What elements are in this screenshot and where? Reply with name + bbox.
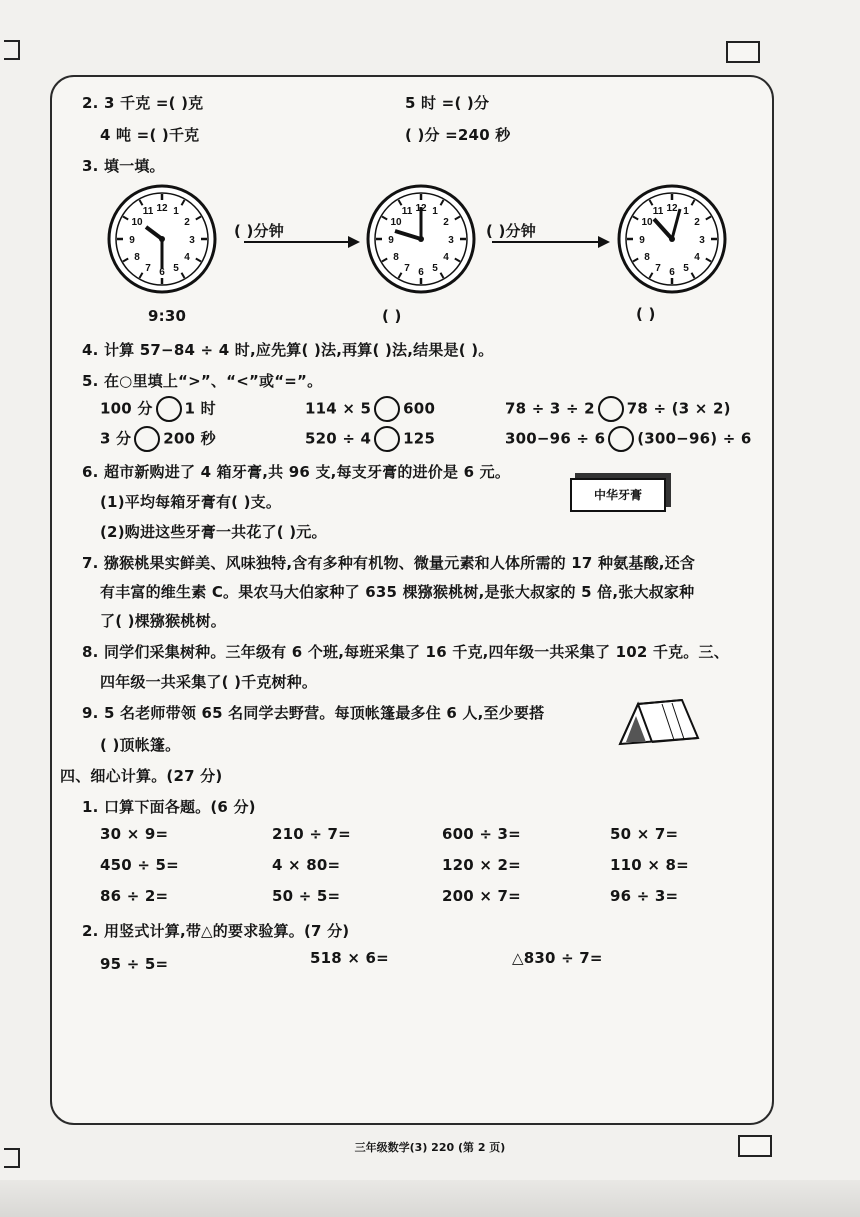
vertical-calc-item: 518 × 6=	[310, 949, 389, 967]
compare-circle[interactable]	[608, 426, 634, 452]
q3-time-1: 9:30	[148, 307, 187, 325]
svg-text:2: 2	[184, 217, 190, 228]
q5-item-2: 114 × 5 600	[305, 396, 435, 422]
q2-item-c: 4 吨 =( )千克	[100, 126, 200, 144]
q6-sub-2: (2)购进这些牙膏一共花了( )元。	[100, 523, 327, 541]
q8-line-1: 8. 同学们采集树种。三年级有 6 个班,每班采集了 16 千克,四年级一共采集了 102 千克。三、	[82, 643, 729, 661]
q7-line-1: 7. 猕猴桃果实鲜美、风味独特,含有多种有机物、微量元素和人体所需的 17 种氨基酸,还含	[82, 554, 696, 572]
binding-mark-top	[4, 40, 20, 60]
q9-line-2: ( )顶帐篷。	[100, 736, 181, 754]
svg-text:8: 8	[134, 252, 140, 263]
q3-title: 3. 填一填。	[82, 157, 165, 175]
vertical-calc-item: 95 ÷ 5=	[100, 955, 169, 973]
q2-item-b: 5 时 =( )分	[405, 94, 490, 112]
q3-time-3: ( )	[636, 305, 656, 323]
clock-icon-2	[365, 183, 477, 295]
oral-calc-item: 50 ÷ 5=	[272, 887, 341, 905]
q4-text: 4. 计算 57−84 ÷ 4 时,应先算( )法,再算( )法,结果是( )。	[82, 341, 494, 359]
clock-icon-3	[616, 183, 728, 295]
q3-gap-2: ( )分钟	[486, 222, 536, 240]
vertical-calc-item: △830 ÷ 7=	[512, 949, 603, 967]
oral-calc-item: 600 ÷ 3=	[442, 825, 521, 843]
oral-calc-item: 110 × 8=	[610, 856, 689, 874]
oral-calc-item: 450 ÷ 5=	[100, 856, 179, 874]
scanner-edge	[0, 1180, 860, 1217]
page-footer: 三年级数学(3) 220 (第 2 页)	[354, 1141, 506, 1154]
q9-line-1: 9. 5 名老师带领 65 名同学去野营。每顶帐篷最多住 6 人,至少要搭	[82, 704, 545, 722]
toothpaste-box-icon: 中华牙膏	[570, 478, 666, 512]
oral-calc-item: 86 ÷ 2=	[100, 887, 169, 905]
oral-calc-item: 210 ÷ 7=	[272, 825, 351, 843]
q5-item-6: 300−96 ÷ 6 (300−96) ÷ 6	[505, 426, 752, 452]
q5-item-1: 100 分 1 时	[100, 396, 216, 422]
compare-circle[interactable]	[134, 426, 160, 452]
svg-text:12: 12	[156, 203, 168, 214]
oral-calc-item: 200 × 7=	[442, 887, 521, 905]
svg-text:6: 6	[159, 267, 165, 278]
svg-text:3: 3	[189, 235, 195, 246]
q5-item-5: 520 ÷ 4 125	[305, 426, 435, 452]
oral-calc-item: 120 × 2=	[442, 856, 521, 874]
corner-box-top	[726, 41, 760, 63]
tent-icon	[612, 694, 704, 752]
compare-circle[interactable]	[156, 396, 182, 422]
clock-icon-1	[106, 183, 218, 295]
q3-gap-1: ( )分钟	[234, 222, 284, 240]
svg-text:4: 4	[184, 252, 190, 263]
q5-item-3: 78 ÷ 3 ÷ 2 78 ÷ (3 × 2)	[505, 396, 731, 422]
oral-calc-item: 50 × 7=	[610, 825, 679, 843]
svg-text:7: 7	[145, 263, 151, 274]
q2-item-d: ( )分 =240 秒	[405, 126, 511, 144]
arrow-2-head	[598, 236, 610, 248]
q8-line-2: 四年级一共采集了( )千克树种。	[100, 673, 318, 691]
svg-text:10: 10	[131, 217, 143, 228]
q6-text: 6. 超市新购进了 4 箱牙膏,共 96 支,每支牙膏的进价是 6 元。	[82, 463, 511, 481]
svg-text:5: 5	[173, 263, 179, 274]
oral-calc-item: 4 × 80=	[272, 856, 341, 874]
arrow-1	[244, 241, 350, 243]
sec4-p1-title: 1. 口算下面各题。(6 分)	[82, 798, 256, 816]
compare-circle[interactable]	[374, 396, 400, 422]
q7-line-2: 有丰富的维生素 C。果农马大伯家种了 635 棵猕猴桃树,是张大叔家的 5 倍,张大叔家种	[100, 583, 695, 601]
svg-text:9: 9	[129, 235, 135, 246]
sec4-p2-title: 2. 用竖式计算,带△的要求验算。(7 分)	[82, 922, 350, 940]
svg-text:1: 1	[173, 206, 179, 217]
arrow-2	[492, 241, 600, 243]
oral-calc-item: 30 × 9=	[100, 825, 169, 843]
q5-item-4: 3 分 200 秒	[100, 426, 216, 452]
q6-sub-1: (1)平均每箱牙膏有( )支。	[100, 493, 282, 511]
q7-line-3: 了( )棵猕猴桃树。	[100, 612, 226, 630]
compare-circle[interactable]	[598, 396, 624, 422]
svg-text:11: 11	[142, 206, 154, 217]
compare-circle[interactable]	[374, 426, 400, 452]
sec4-title: 四、细心计算。(27 分)	[60, 767, 223, 785]
q2-item-a: 2. 3 千克 =( )克	[82, 94, 204, 112]
q3-time-2: ( )	[382, 307, 402, 325]
oral-calc-item: 96 ÷ 3=	[610, 887, 679, 905]
q5-title: 5. 在○里填上“>”、“<”或“=”。	[82, 372, 323, 390]
arrow-1-head	[348, 236, 360, 248]
